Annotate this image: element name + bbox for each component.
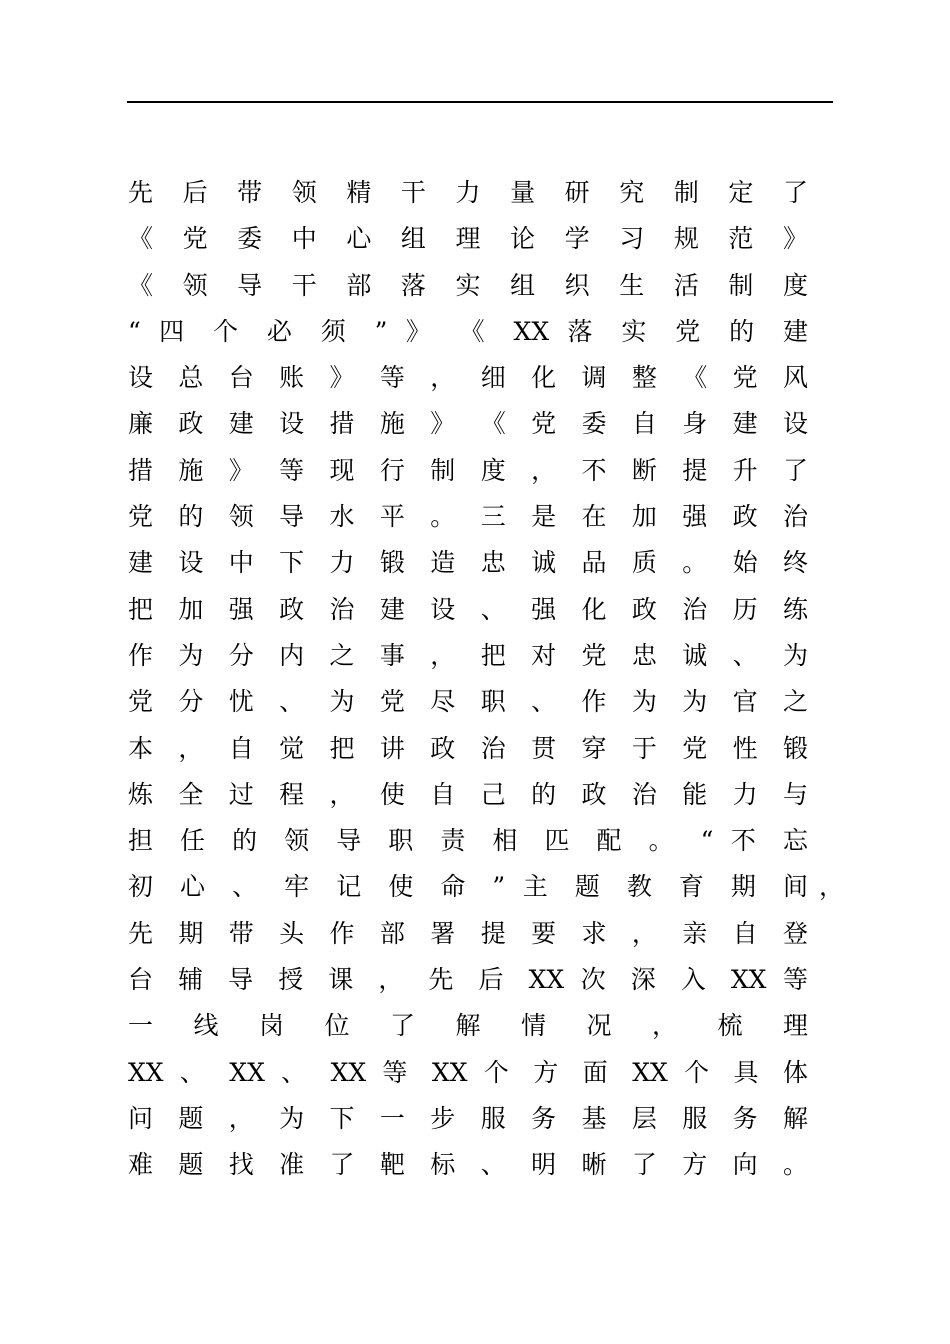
text-line: 炼 全 过 程 ， 使 自 己 的 政 治 能 力 与 (128, 779, 808, 809)
text-line: 台 辅 导 授 课 ， 先 后 XX 次 深 入 XX 等 (128, 965, 808, 995)
text-line: 本 ， 自 觉 把 讲 政 治 贯 穿 于 党 性 锻 (128, 733, 808, 763)
text-line: 建 设 中 下 力 锻 造 忠 诚 品 质 。 始 终 (128, 548, 808, 578)
text-line: “ 四 个 必 须 ” 》 《 XX 落 实 党 的 建 (128, 316, 808, 346)
text-line: 措 施 》 等 现 行 制 度 ， 不 断 提 升 了 (128, 455, 808, 485)
text-line: 作 为 分 内 之 事 ， 把 对 党 忠 诚 、 为 (128, 640, 808, 670)
header-rule (127, 101, 833, 103)
text-line: 先 后 带 领 精 干 力 量 研 究 制 定 了 (128, 178, 808, 207)
text-line-content: 初 心 、 牢 记 使 命 ” 主 题 教 育 期 间 (128, 872, 808, 902)
text-line: 党 的 领 导 水 平 。 三 是 在 加 强 政 治 (128, 502, 808, 532)
text-line: 一 线 岗 位 了 解 情 况 ， 梳 理 (128, 1011, 808, 1041)
text-line-with-hanging-comma (128, 864, 844, 910)
text-line: XX 、 XX 、 XX 等 XX 个 方 面 XX 个 具 体 (128, 1057, 808, 1087)
text-line: 廉 政 建 设 措 施 》 《 党 委 自 身 建 设 (128, 409, 808, 439)
text-line: 问 题 ， 为 下 一 步 服 务 基 层 服 务 解 (128, 1103, 808, 1133)
text-line: 党 分 忧 、 为 党 尽 职 、 作 为 为 官 之 (128, 687, 808, 717)
text-line: 把 加 强 政 治 建 设 、 强 化 政 治 历 练 (128, 594, 808, 624)
text-line: 《 领 导 干 部 落 实 组 织 生 活 制 度 (128, 270, 808, 300)
text-line: 《 党 委 中 心 组 理 论 学 习 规 范 》 (128, 224, 808, 254)
body-text (128, 170, 844, 1189)
text-line: 难 题 找 准 了 靶 标 、 明 晰 了 方 向 。 (128, 1150, 808, 1180)
text-line: 先 期 带 头 作 部 署 提 要 求 ， 亲 自 登 (128, 918, 808, 948)
text-line: 设 总 台 账 》 等 ， 细 化 调 整 《 党 风 (128, 363, 808, 393)
hanging-comma: ， (818, 872, 844, 902)
text-line: 担 任 的 领 导 职 责 相 匹 配 。 “ 不 忘 (128, 826, 808, 856)
